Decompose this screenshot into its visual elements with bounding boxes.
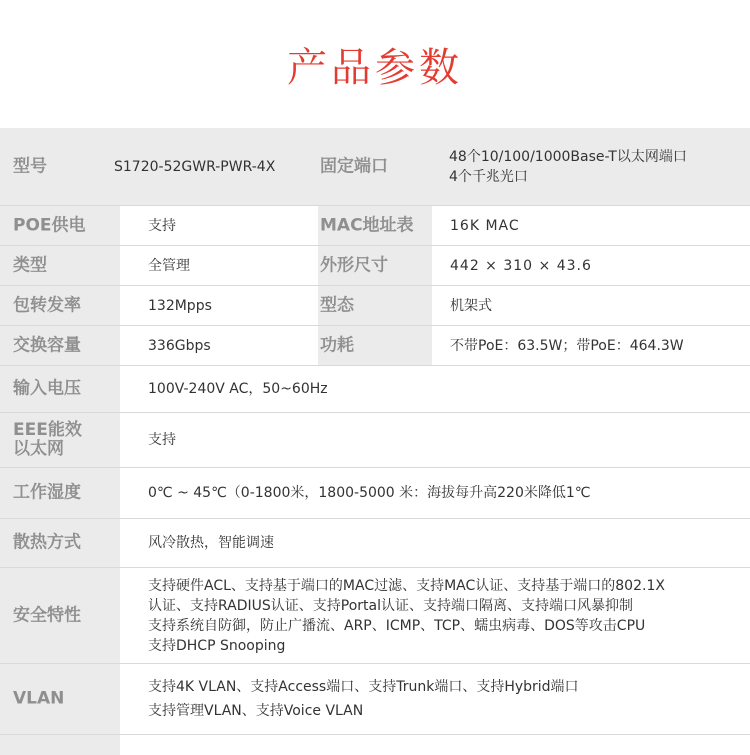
spec-label: 散热方式 bbox=[13, 532, 81, 553]
spec-label: VLAN bbox=[13, 688, 65, 709]
spec-row-security bbox=[0, 568, 750, 664]
spec-value-line: 支持DHCP Snooping bbox=[148, 637, 286, 654]
spec-value-multiline bbox=[148, 576, 665, 656]
spec-value: 100V-240V AC，50~60Hz bbox=[148, 381, 328, 397]
spec-row-model bbox=[0, 128, 750, 206]
spec-label-line: 以太网 bbox=[13, 439, 64, 459]
spec-label: 功耗 bbox=[320, 335, 354, 355]
spec-value: 支持 bbox=[148, 217, 176, 234]
spec-row-working-humidity bbox=[0, 468, 750, 519]
spec-value: 机架式 bbox=[450, 297, 492, 314]
spec-row-poe bbox=[0, 206, 750, 246]
spec-row-cooling bbox=[0, 519, 750, 568]
spec-label: 型态 bbox=[320, 295, 354, 315]
spec-label: 包转发率 bbox=[13, 295, 81, 315]
spec-value-multiline bbox=[449, 147, 687, 187]
spec-label: 工作湿度 bbox=[13, 482, 81, 503]
spec-label: POE供电 bbox=[13, 215, 86, 235]
spec-label: MAC地址表 bbox=[320, 215, 414, 235]
spec-value: 不带PoE：63.5W；带PoE：464.3W bbox=[450, 337, 684, 354]
spec-value: 0℃ ~ 45℃（0-1800米，1800-5000 米：海拔每升高220米降低1℃ bbox=[148, 485, 591, 501]
spec-row-input-voltage bbox=[0, 366, 750, 413]
page-title: 产品参数 bbox=[287, 45, 463, 91]
spec-value-line: 支持系统自防御，防止广播流、ARP、ICMP、TCP、蠕虫病毒、DOS等攻击CPU bbox=[148, 617, 646, 634]
spec-label: 外形尺寸 bbox=[320, 255, 388, 275]
spec-row-type bbox=[0, 246, 750, 286]
spec-value-line: 48个10/100/1000Base-T以太网端口 bbox=[449, 148, 687, 165]
spec-value: 336Gbps bbox=[148, 337, 211, 354]
spec-value-line: 支持硬件ACL、支持基于端口的MAC过滤、支持MAC认证、支持基于端口的802.1X bbox=[148, 577, 665, 594]
spec-value: 风冷散热，智能调速 bbox=[148, 535, 274, 551]
spec-value: S1720-52GWR-PWR-4X bbox=[114, 158, 276, 175]
spec-value-multiline bbox=[148, 675, 579, 723]
spec-row-switching-capacity bbox=[0, 326, 750, 366]
spec-value-line: 4个千兆光口 bbox=[449, 168, 528, 185]
spec-row-partial bbox=[0, 735, 750, 755]
spec-value: 支持 bbox=[148, 432, 176, 448]
spec-value: 全管理 bbox=[148, 257, 190, 274]
spec-row-eee bbox=[0, 413, 750, 468]
spec-row-forwarding-rate bbox=[0, 286, 750, 326]
spec-row-vlan bbox=[0, 664, 750, 735]
spec-label: 类型 bbox=[13, 255, 47, 275]
spec-value: 132Mpps bbox=[148, 297, 212, 314]
spec-label: 输入电压 bbox=[13, 378, 81, 399]
spec-value: 16K MAC bbox=[450, 217, 520, 234]
spec-label-line: EEE能效 bbox=[13, 420, 82, 440]
spec-value-line: 支持4K VLAN、支持Access端口、支持Trunk端口、支持Hybrid端口 bbox=[148, 679, 579, 695]
spec-value: 442 × 310 × 43.6 bbox=[450, 257, 592, 274]
spec-label: 型号 bbox=[13, 156, 47, 176]
spec-label: 固定端口 bbox=[320, 156, 388, 176]
spec-label: 交换容量 bbox=[13, 335, 81, 355]
title-area bbox=[0, 0, 750, 128]
spec-label: 安全特性 bbox=[13, 605, 81, 625]
spec-value-line: 支持管理VLAN、支持Voice VLAN bbox=[148, 703, 364, 719]
spec-value-line: 认证、支持RADIUS认证、支持Portal认证、支持端口隔离、支持端口风暴抑制 bbox=[148, 597, 634, 614]
